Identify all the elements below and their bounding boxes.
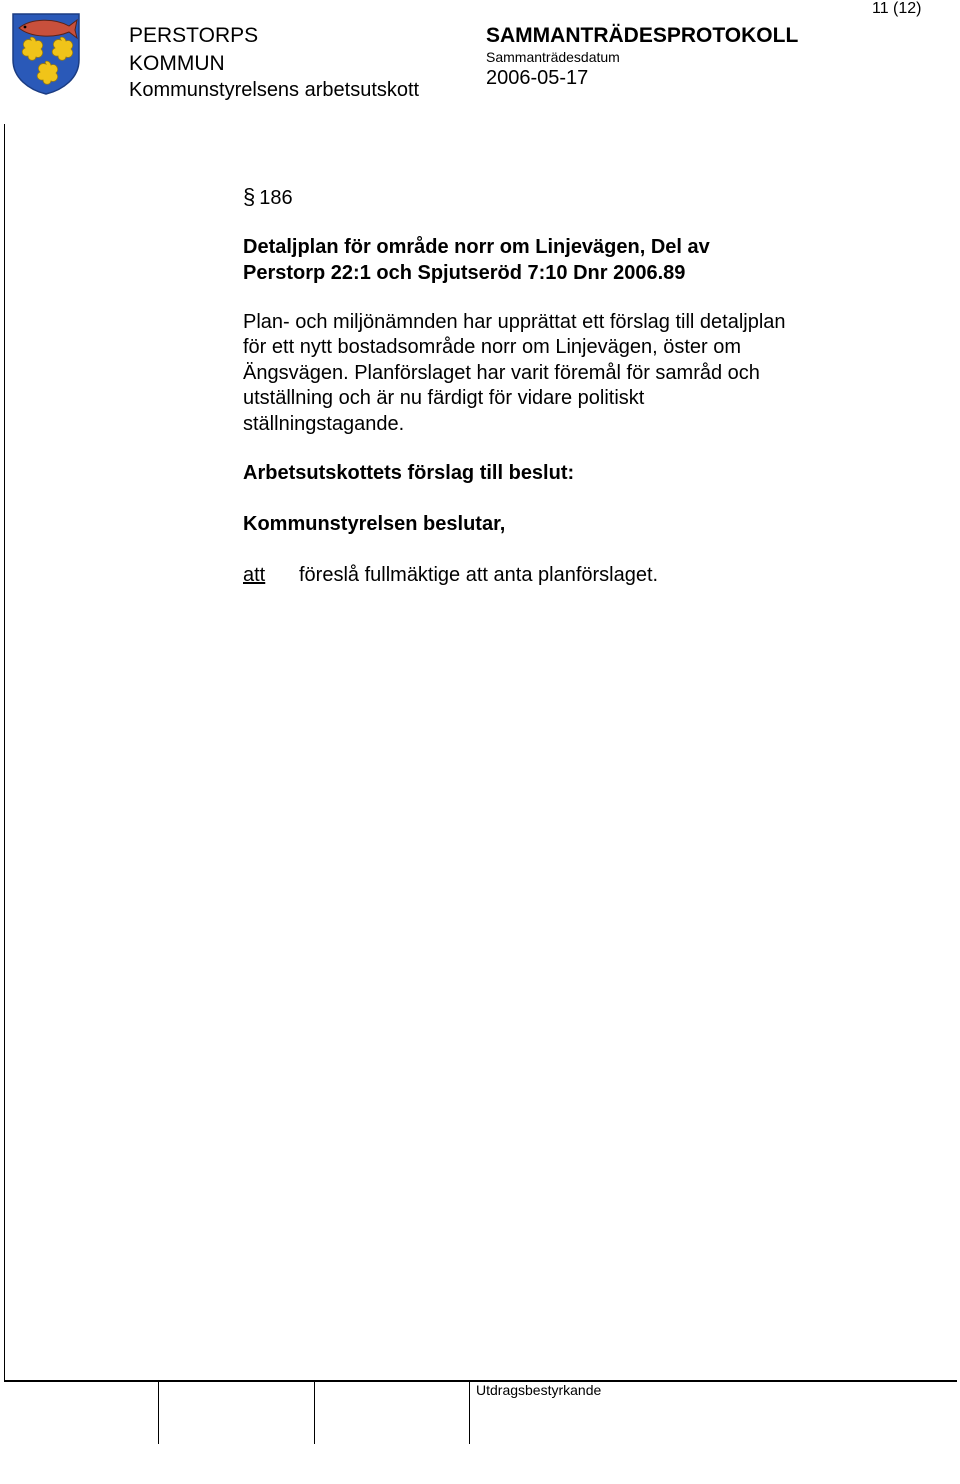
proposal-heading: Arbetsutskottets förslag till beslut: [243, 462, 575, 484]
document-title: SAMMANTRÄDESPROTOKOLL [486, 24, 799, 47]
left-margin-rule [4, 124, 5, 1382]
org-name-line1: PERSTORPS [129, 24, 259, 47]
committee-name: Kommunstyrelsens arbetsutskott [129, 79, 420, 101]
paragraph-symbol: § [243, 184, 256, 209]
meeting-date-label: Sammanträdesdatum [486, 49, 620, 65]
decision-heading: Kommunstyrelsen beslutar, [243, 513, 506, 535]
footer-column-divider [314, 1382, 315, 1444]
coat-of-arms-icon [11, 12, 81, 96]
meeting-date-value: 2006-05-17 [486, 67, 589, 89]
body-line: utställning och är nu färdigt för vidare politiskt [243, 387, 645, 410]
section-heading-line2: Perstorp 22:1 och Spjutseröd 7:10 Dnr 2006.89 [243, 262, 686, 284]
page-number: 11 (12) [872, 0, 922, 17]
section-body [243, 310, 883, 437]
body-line: Ängsvägen. Planförslaget har varit föremål för samråd och [243, 361, 760, 384]
paragraph-number-value: 186 [259, 187, 293, 209]
body-line: för ett nytt bostadsområde norr om Linjevägen, öster om [243, 336, 742, 359]
att-label: att [243, 564, 266, 586]
body-line: ställningstagande. [243, 412, 405, 435]
decision-text: föreslå fullmäktige att anta planförslaget. [299, 564, 659, 586]
footer-column-divider [469, 1382, 470, 1444]
section-heading-line1: Detaljplan för område norr om Linjevägen, Del av [243, 236, 710, 258]
paragraph-number [243, 184, 293, 210]
section-heading [243, 234, 843, 286]
footer-column-divider [158, 1382, 159, 1444]
body-line: Plan- och miljönämnden har upprättat ett förslag till detaljplan [243, 311, 786, 333]
org-name-line2: KOMMUN [129, 52, 225, 75]
certification-label: Utdragsbestyrkande [476, 1382, 602, 1398]
